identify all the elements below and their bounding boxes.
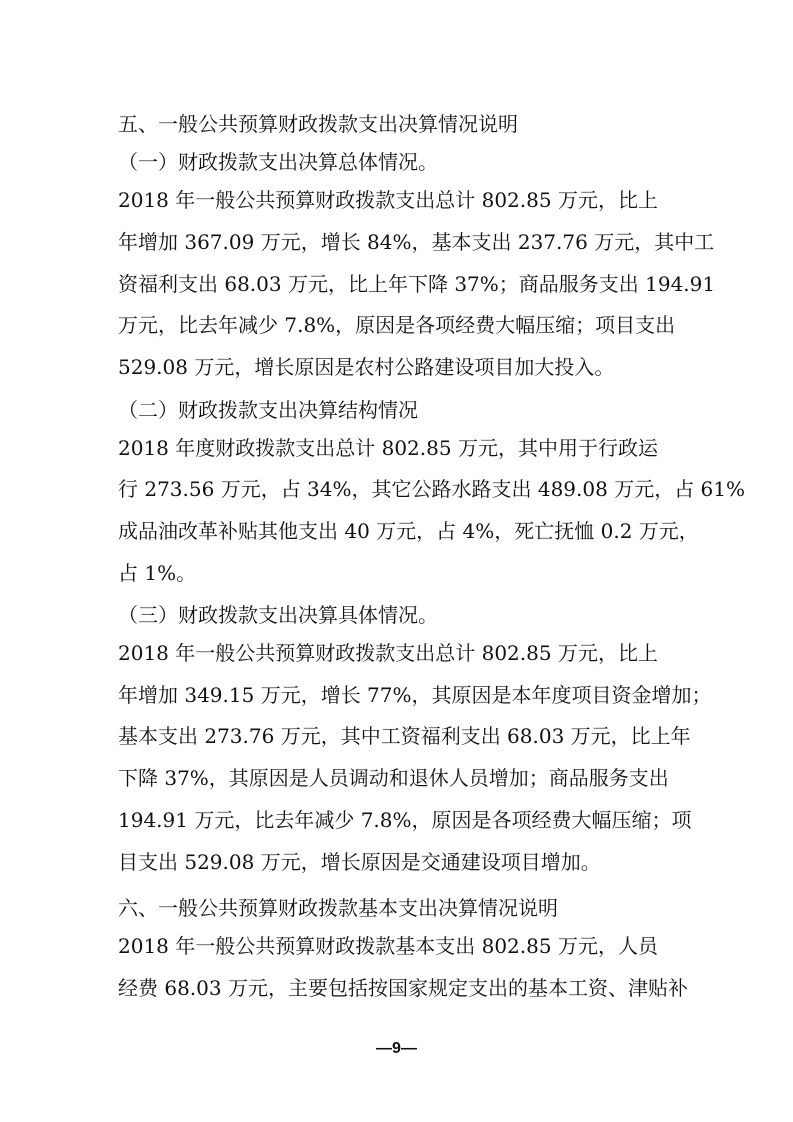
paragraph-line: 经费 68.03 万元，主要包括按国家规定支出的基本工资、津贴补 [118,976,688,1000]
subsection-heading: （三）财政拨款支出决算具体情况。 [118,603,438,627]
paragraph-line: 资福利支出 68.03 万元，比上年下降 37%；商品服务支出 194.91 [118,272,716,296]
paragraph-line: 年增加 367.09 万元，增长 84%，基本支出 237.76 万元，其中工 [118,230,715,254]
paragraph-line: 万元，比去年减少 7.8%，原因是各项经费大幅压缩；项目支出 [118,313,676,337]
paragraph-line: 成品油改革补贴其他支出 40 万元，占 4%，死亡抚恤 0.2 万元， [118,519,699,543]
subsection-heading: （二）财政拨款支出决算结构情况 [118,398,418,422]
paragraph-line: 194.91 万元，比去年减少 7.8%，原因是各项经费大幅压缩；项 [118,808,692,832]
paragraph-line: 占 1%。 [118,561,197,585]
paragraph-line: 基本支出 273.76 万元，其中工资福利支出 68.03 万元，比上年 [118,724,691,748]
paragraph-line: 2018 年一般公共预算财政拨款支出总计 802.85 万元，比上 [118,641,658,665]
paragraph-line: 年增加 349.15 万元，增长 77%，其原因是本年度项目资金增加； [118,683,712,707]
page-number: —9— [376,1040,417,1057]
paragraph-line: 2018 年度财政拨款支出总计 802.85 万元，其中用于行政运 [118,436,658,460]
subsection-heading: （一）财政拨款支出决算总体情况。 [118,150,438,174]
paragraph-line: 2018 年一般公共预算财政拨款支出总计 802.85 万元，比上 [118,188,658,212]
section-heading: 五、一般公共预算财政拨款支出决算情况说明 [118,112,518,136]
paragraph-line: 529.08 万元，增长原因是农村公路建设项目加大投入。 [118,355,615,379]
paragraph-line: 下降 37%，其原因是人员调动和退休人员增加；商品服务支出 [118,766,669,790]
section-heading: 六、一般公共预算财政拨款基本支出决算情况说明 [118,896,558,920]
paragraph-line: 2018 年一般公共预算财政拨款基本支出 802.85 万元，人员 [118,934,658,958]
paragraph-line: 行 273.56 万元，占 34%，其它公路水路支出 489.08 万元，占 61% [118,477,746,501]
paragraph-line: 目支出 529.08 万元，增长原因是交通建设项目增加。 [118,850,601,874]
